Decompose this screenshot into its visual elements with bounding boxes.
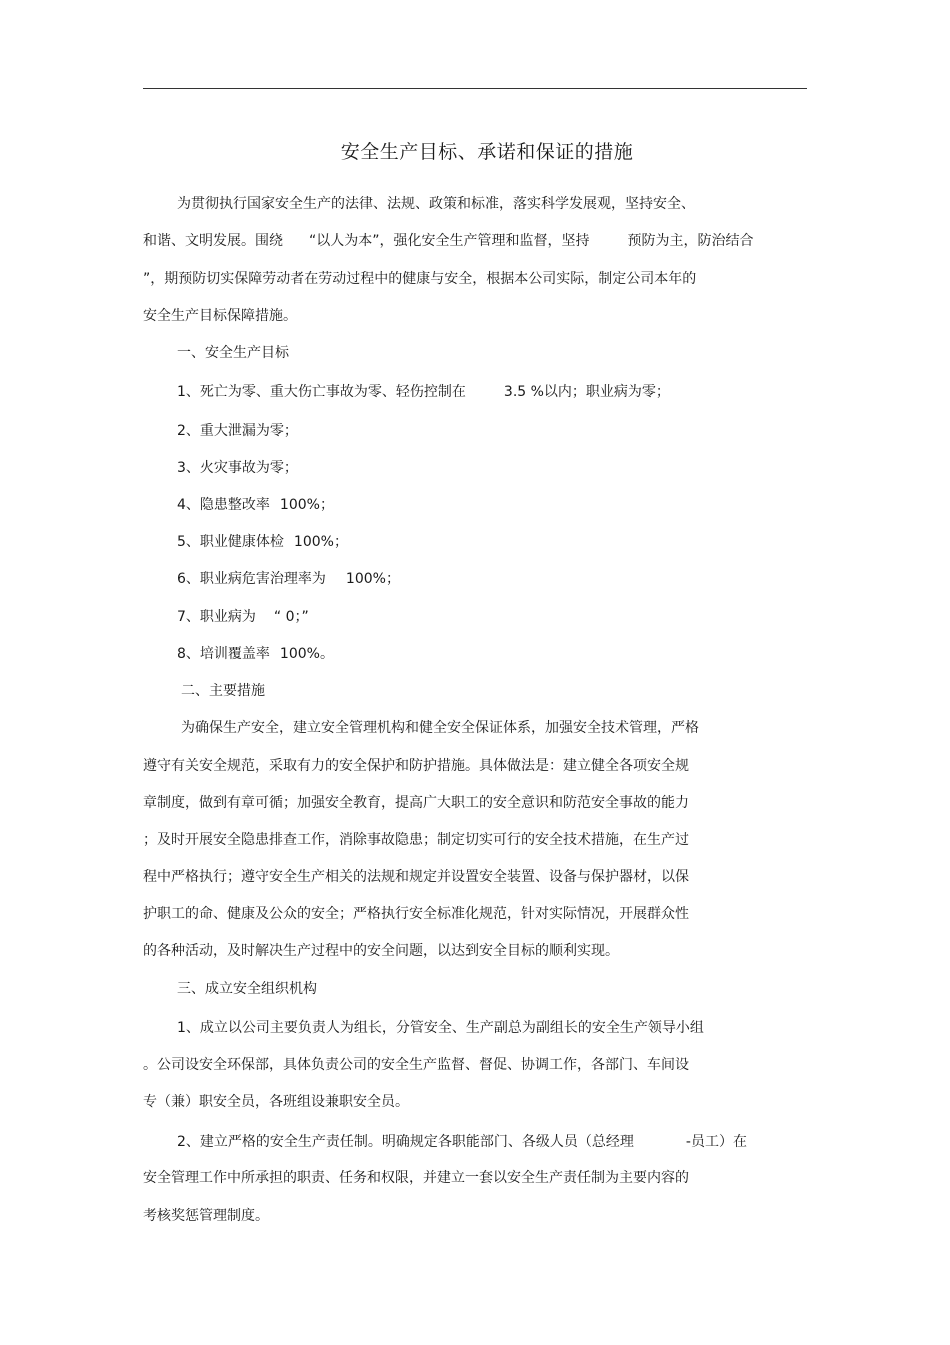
org-para-2-line-2: 安全管理工作中所承担的职责、任务和权限，并建立一套以安全生产责任制为主要内容的 bbox=[143, 1170, 689, 1186]
goal-item-8-text: 8、培训覆盖率 bbox=[177, 646, 270, 662]
goal-item-1-text: 1、死亡为零、重大伤亡事故为零、轻伤控制在 bbox=[177, 384, 466, 400]
goal-item-4-text: 4、隐患整改率 bbox=[177, 497, 270, 513]
org-para-2-line-3: 考核奖惩管理制度。 bbox=[143, 1208, 269, 1224]
goal-item-8-value: 100%。 bbox=[279, 646, 334, 662]
measures-line-2: 遵守有关安全规范，采取有力的安全保护和防护措施。具体做法是：建立健全各项安全规 bbox=[143, 758, 689, 774]
intro-line-2-quote: “ bbox=[309, 233, 317, 249]
goal-item-7-value: “ 0；” bbox=[273, 609, 309, 625]
goal-item-6-text: 6、职业病危害治理率为 bbox=[177, 571, 326, 587]
goal-item-6-value: 100%； bbox=[345, 571, 400, 587]
intro-line-2-part-a: 和谐、文明发展。围绕 bbox=[143, 233, 283, 249]
measures-line-6: 护职工的命、健康及公众的安全；严格执行安全标准化规范，针对实际情况，开展群众性 bbox=[143, 906, 689, 922]
measures-line-5: 程中严格执行；遵守安全生产相关的法规和规定并设置安全装置、设备与保护器材，以保 bbox=[143, 869, 689, 885]
intro-line-4: 安全生产目标保障措施。 bbox=[143, 308, 297, 324]
header-rule bbox=[143, 88, 807, 89]
goal-item-4-value: 100%； bbox=[279, 497, 334, 513]
org-para-2-line-1-tail: -员工）在 bbox=[685, 1134, 747, 1150]
measures-line-7: 的各种活动，及时解决生产过程中的安全问题，以达到安全目标的顺利实现。 bbox=[143, 943, 619, 959]
goal-item-1-value: 3.5 %以内；职业病为零； bbox=[503, 384, 670, 400]
section-3-heading: 三、成立安全组织机构 bbox=[177, 981, 317, 997]
org-para-2-line-1 bbox=[177, 1132, 747, 1152]
org-para-2-line-1-text: 2、建立严格的安全生产责任制。明确规定各职能部门、各级人员（总经理 bbox=[177, 1134, 634, 1150]
goal-item-2: 2、重大泄漏为零； bbox=[177, 423, 298, 439]
intro-line-1: 为贯彻执行国家安全生产的法律、法规、政策和标准，落实科学发展观，坚持安全、 bbox=[177, 196, 695, 212]
goal-item-3: 3、火灾事故为零； bbox=[177, 460, 298, 476]
org-para-1-line-3: 专（兼）职安全员，各班组设兼职安全员。 bbox=[143, 1094, 409, 1110]
org-para-1-line-1: 1、成立以公司主要负责人为组长，分管安全、生产副总为副组长的安全生产领导小组 bbox=[177, 1020, 704, 1036]
goal-item-1 bbox=[177, 382, 670, 402]
section-2-heading: 二、主要措施 bbox=[181, 683, 265, 699]
intro-line-2-part-b: 以人为本 bbox=[316, 233, 373, 249]
goal-item-7 bbox=[177, 607, 309, 627]
goal-item-5 bbox=[177, 532, 348, 552]
intro-line-3: ”，期预防切实保障劳动者在劳动过程中的健康与安全，根据本公司实际，制定公司本年的 bbox=[143, 271, 697, 287]
intro-line-2 bbox=[143, 231, 754, 251]
section-1-heading: 一、安全生产目标 bbox=[177, 345, 289, 361]
measures-line-4: ；及时开展安全隐患排查工作，消除事故隐患；制定切实可行的安全技术措施，在生产过 bbox=[143, 832, 689, 848]
intro-line-2-part-d: 预防为主，防治结合 bbox=[627, 233, 754, 249]
goal-item-6 bbox=[177, 569, 400, 589]
document-title: 安全生产目标、承诺和保证的措施 bbox=[340, 141, 634, 163]
goal-item-5-text: 5、职业健康体检 bbox=[177, 534, 284, 550]
goal-item-8 bbox=[177, 644, 334, 664]
goal-item-5-value: 100%； bbox=[293, 534, 348, 550]
measures-line-1: 为确保生产安全，建立安全管理机构和健全安全保证体系，加强安全技术管理，严格 bbox=[181, 720, 699, 736]
goal-item-4 bbox=[177, 495, 334, 515]
measures-line-3: 章制度，做到有章可循；加强安全教育，提高广大职工的安全意识和防范安全事故的能力 bbox=[143, 795, 689, 811]
intro-line-2-part-c: ”，强化安全生产管理和监督，坚持 bbox=[372, 233, 590, 249]
goal-item-7-text: 7、职业病为 bbox=[177, 609, 256, 625]
org-para-1-line-2: 。公司设安全环保部，具体负责公司的安全生产监督、督促、协调工作，各部门、车间设 bbox=[143, 1057, 689, 1073]
